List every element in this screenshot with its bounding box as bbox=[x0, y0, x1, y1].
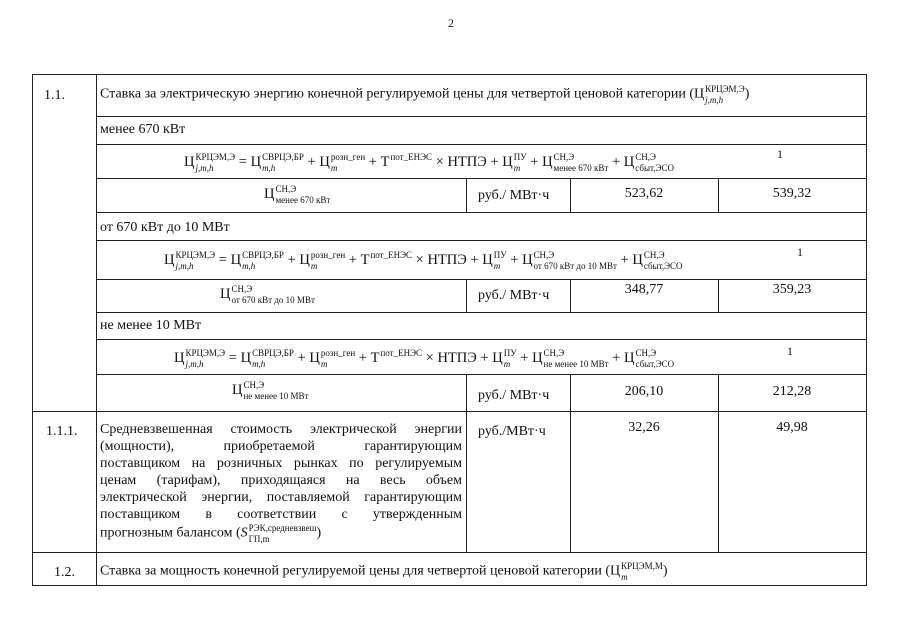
section-label-over-10mw: не менее 10 МВт bbox=[100, 318, 202, 333]
section-label-670kw-10mw: от 670 кВт до 10 МВт bbox=[100, 220, 230, 235]
unit-average-cost: руб./МВт·ч bbox=[478, 424, 546, 439]
row-divider bbox=[32, 411, 867, 412]
tariff-table bbox=[32, 74, 867, 586]
row-1-2-title: Ставка за мощность конечной регулируемой цены для четвертой ценовой категории (Ц КРЦЭМ,М m ) bbox=[100, 561, 668, 582]
row-number-1-1: 1.1. bbox=[44, 88, 65, 103]
value2-over-10mw: 212,28 bbox=[772, 384, 812, 399]
row-divider bbox=[96, 312, 867, 313]
footnote-marker: 1 bbox=[787, 344, 793, 358]
column-divider bbox=[466, 374, 467, 552]
footnote-marker: 1 bbox=[797, 245, 803, 259]
formula-under-670kw: Ц КРЦЭМ,Э j,m,h = Ц СВРЦЭ,БР m,h + Ц розн_ген m + Т пот_ЕНЭС × НТПЭ + Ц ПУ m + Ц СН,Э менее 670 кВт + Ц СН,Э сбыт,ЭСО bbox=[184, 152, 674, 173]
footnote-marker: 1 bbox=[777, 147, 783, 161]
value1-over-10mw: 206,10 bbox=[624, 384, 664, 399]
value2-670kw-10mw: 359,23 bbox=[772, 282, 812, 297]
value1-670kw-10mw: 348,77 bbox=[624, 282, 664, 297]
rate-symbol-over-10mw: Ц СН,Э не менее 10 МВт bbox=[232, 380, 309, 401]
row-divider bbox=[96, 178, 867, 179]
row-number-1-2: 1.2. bbox=[54, 565, 75, 580]
average-cost-description: Средневзвешенная стоимость электрической энергии (мощности), приобретаемой гарантирующим поставщиком на розничных рынках по регулируемым ценам (тарифам), приходящаяся на весь объем электрической энергии, поставляемой гарантирующим поставщиком в соответствии с утвержденным прогнозным балансом (S РЭК,средневзвеш ГП,m ) bbox=[100, 422, 462, 544]
row-divider bbox=[96, 116, 867, 117]
unit-670kw-10mw: руб./ МВт·ч bbox=[478, 288, 550, 303]
value2-under-670kw: 539,32 bbox=[772, 186, 812, 201]
table-bottom-border bbox=[32, 585, 867, 586]
value1-under-670kw: 523,62 bbox=[624, 186, 664, 201]
rate-symbol-670kw-10mw: Ц СН,Э от 670 кВт до 10 МВт bbox=[220, 284, 315, 305]
section-label-under-670kw: менее 670 кВт bbox=[100, 122, 186, 137]
row-divider bbox=[96, 374, 867, 375]
value2-average-cost: 49,98 bbox=[776, 420, 808, 435]
column-divider bbox=[466, 178, 467, 213]
column-divider bbox=[96, 74, 97, 586]
unit-under-670kw: руб./ МВт·ч bbox=[478, 188, 550, 203]
row-divider bbox=[96, 240, 867, 241]
column-divider bbox=[718, 374, 719, 552]
column-divider bbox=[570, 374, 571, 552]
row-divider bbox=[96, 212, 867, 213]
row-1-1-title: Ставка за электрическую энергию конечной регулируемой цены для четвертой ценовой категории (Ц КРЦЭМ,Э j,m,h ) bbox=[100, 84, 750, 105]
formula-over-10mw: Ц КРЦЭМ,Э j,m,h = Ц СВРЦЭ,БР m,h + Ц розн_ген m + Т пот_ЕНЭС × НТПЭ + Ц ПУ m + Ц СН,Э не менее 10 МВт + Ц СН,Э сбыт,ЭСО bbox=[174, 348, 675, 369]
value1-average-cost: 32,26 bbox=[628, 420, 660, 435]
table-left-border bbox=[32, 74, 33, 586]
row-divider bbox=[32, 552, 867, 553]
row-number-1-1-1: 1.1.1. bbox=[46, 424, 78, 439]
column-divider bbox=[466, 279, 467, 313]
formula-670kw-10mw: Ц КРЦЭМ,Э j,m,h = Ц СВРЦЭ,БР m,h + Ц розн_ген m + Т пот_ЕНЭС × НТПЭ + Ц ПУ m + Ц СН,Э от 670 кВт до 10 МВт + Ц СН,Э сбыт,ЭСО bbox=[164, 250, 683, 271]
table-right-border bbox=[866, 74, 867, 586]
rate-symbol-under-670kw: Ц СН,Э менее 670 кВт bbox=[264, 184, 331, 205]
row-divider bbox=[96, 339, 867, 340]
row-divider bbox=[96, 279, 867, 280]
table-top-border bbox=[32, 74, 867, 75]
row-divider bbox=[96, 144, 867, 145]
unit-over-10mw: руб./ МВт·ч bbox=[478, 388, 550, 403]
page-number: 2 bbox=[448, 16, 454, 30]
